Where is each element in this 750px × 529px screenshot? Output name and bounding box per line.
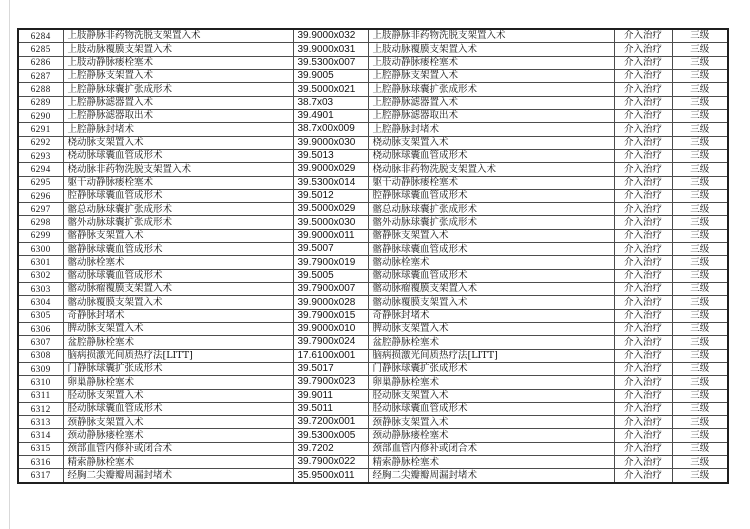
procedure-name: 髂静脉支架置入术 [63, 229, 293, 242]
category: 介入治疗 [614, 309, 672, 322]
procedure-name: 颈部血管内修补或闭合术 [63, 442, 293, 455]
procedure-name-repeat: 上肢动静脉瘘栓塞术 [368, 56, 614, 69]
table-row [18, 309, 728, 322]
table-row [18, 189, 728, 202]
icd-code: 39.7900x007 [293, 283, 368, 296]
procedure-name-repeat: 颈静脉支架置入术 [368, 416, 614, 429]
surgery-level: 三级 [672, 83, 728, 96]
surgery-level: 三级 [672, 43, 728, 56]
surgery-level: 三级 [672, 109, 728, 122]
row-index: 6292 [18, 136, 63, 149]
icd-code: 39.9000x032 [293, 29, 368, 43]
procedure-table [17, 28, 729, 484]
row-index: 6311 [18, 389, 63, 402]
category: 介入治疗 [614, 296, 672, 309]
icd-code: 39.5007 [293, 243, 368, 256]
table-row [18, 269, 728, 282]
category: 介入治疗 [614, 243, 672, 256]
procedure-name: 躯干动静脉瘘栓塞术 [63, 176, 293, 189]
table-row [18, 402, 728, 415]
table-row [18, 336, 728, 349]
table-row [18, 56, 728, 69]
row-index: 6308 [18, 349, 63, 362]
surgery-level: 三级 [672, 70, 728, 83]
icd-code: 39.5000x030 [293, 216, 368, 229]
icd-code: 39.4901 [293, 109, 368, 122]
surgery-level: 三级 [672, 456, 728, 469]
procedure-table-body [18, 29, 728, 483]
category: 介入治疗 [614, 149, 672, 162]
category: 介入治疗 [614, 176, 672, 189]
surgery-level: 三级 [672, 296, 728, 309]
row-index: 6298 [18, 216, 63, 229]
procedure-name: 上腔静脉滤器置入术 [63, 96, 293, 109]
icd-code: 39.7200x001 [293, 416, 368, 429]
procedure-name-repeat: 门静脉球囊扩张成形术 [368, 362, 614, 375]
category: 介入治疗 [614, 442, 672, 455]
surgery-level: 三级 [672, 283, 728, 296]
procedure-name-repeat: 髂静脉支架置入术 [368, 229, 614, 242]
row-index: 6303 [18, 283, 63, 296]
category: 介入治疗 [614, 216, 672, 229]
icd-code: 39.5012 [293, 189, 368, 202]
surgery-level: 三级 [672, 189, 728, 202]
row-index: 6290 [18, 109, 63, 122]
icd-code: 39.5017 [293, 362, 368, 375]
row-index: 6296 [18, 189, 63, 202]
icd-code: 17.6100x001 [293, 349, 368, 362]
icd-code: 39.5013 [293, 149, 368, 162]
icd-code: 38.7x00x009 [293, 123, 368, 136]
procedure-name-repeat: 躯干动静脉瘘栓塞术 [368, 176, 614, 189]
procedure-name-repeat: 桡动脉非药物洗脱支架置入术 [368, 163, 614, 176]
procedure-name: 髂动脉覆膜支架置入术 [63, 296, 293, 309]
surgery-level: 三级 [672, 402, 728, 415]
row-index: 6307 [18, 336, 63, 349]
surgery-level: 三级 [672, 362, 728, 375]
procedure-name-repeat: 腔静脉球囊血管成形术 [368, 189, 614, 202]
category: 介入治疗 [614, 402, 672, 415]
procedure-name: 上腔静脉封堵术 [63, 123, 293, 136]
procedure-name: 经胸二尖瓣瓣周漏封堵术 [63, 469, 293, 483]
row-index: 6288 [18, 83, 63, 96]
table-row [18, 376, 728, 389]
procedure-name: 髂外动脉球囊扩张成形术 [63, 216, 293, 229]
table-row [18, 123, 728, 136]
procedure-name: 髂动脉瘤覆膜支架置入术 [63, 283, 293, 296]
icd-code: 35.9500x011 [293, 469, 368, 483]
category: 介入治疗 [614, 322, 672, 335]
row-index: 6314 [18, 429, 63, 442]
row-index: 6285 [18, 43, 63, 56]
surgery-level: 三级 [672, 349, 728, 362]
category: 介入治疗 [614, 109, 672, 122]
category: 介入治疗 [614, 336, 672, 349]
category: 介入治疗 [614, 362, 672, 375]
procedure-name-repeat: 胫动脉球囊血管成形术 [368, 402, 614, 415]
surgery-level: 三级 [672, 229, 728, 242]
category: 介入治疗 [614, 43, 672, 56]
icd-code: 39.5000x029 [293, 203, 368, 216]
surgery-level: 三级 [672, 376, 728, 389]
table-row [18, 176, 728, 189]
surgery-level: 三级 [672, 29, 728, 43]
procedure-name-repeat: 胫动脉支架置入术 [368, 389, 614, 402]
surgery-level: 三级 [672, 216, 728, 229]
procedure-name: 脑病损激光间质热疗法[LITT] [63, 349, 293, 362]
procedure-name: 精索静脉栓塞术 [63, 456, 293, 469]
row-index: 6293 [18, 149, 63, 162]
category: 介入治疗 [614, 456, 672, 469]
procedure-name: 胫动脉支架置入术 [63, 389, 293, 402]
icd-code: 38.7x03 [293, 96, 368, 109]
row-index: 6284 [18, 29, 63, 43]
surgery-level: 三级 [672, 176, 728, 189]
icd-code: 39.9011 [293, 389, 368, 402]
icd-code: 39.7900x019 [293, 256, 368, 269]
icd-code: 39.5300x014 [293, 176, 368, 189]
icd-code: 39.9000x029 [293, 163, 368, 176]
category: 介入治疗 [614, 429, 672, 442]
table-row [18, 322, 728, 335]
row-index: 6302 [18, 269, 63, 282]
surgery-level: 三级 [672, 123, 728, 136]
row-index: 6312 [18, 402, 63, 415]
row-index: 6317 [18, 469, 63, 483]
procedure-name: 盆腔静脉栓塞术 [63, 336, 293, 349]
category: 介入治疗 [614, 349, 672, 362]
procedure-name-repeat: 上腔静脉封堵术 [368, 123, 614, 136]
category: 介入治疗 [614, 256, 672, 269]
page-edge-line [9, 0, 10, 529]
row-index: 6286 [18, 56, 63, 69]
table-row [18, 416, 728, 429]
procedure-name: 桡动脉非药物洗脱支架置入术 [63, 163, 293, 176]
table-row [18, 43, 728, 56]
category: 介入治疗 [614, 283, 672, 296]
procedure-name-repeat: 上腔静脉球囊扩张成形术 [368, 83, 614, 96]
procedure-name-repeat: 经胸二尖瓣瓣周漏封堵术 [368, 469, 614, 483]
procedure-name: 桡动脉支架置入术 [63, 136, 293, 149]
procedure-name-repeat: 桡动脉球囊血管成形术 [368, 149, 614, 162]
surgery-level: 三级 [672, 256, 728, 269]
icd-code: 39.7202 [293, 442, 368, 455]
procedure-name: 奇静脉封堵术 [63, 309, 293, 322]
procedure-name-repeat: 上肢动脉覆膜支架置入术 [368, 43, 614, 56]
surgery-level: 三级 [672, 429, 728, 442]
surgery-level: 三级 [672, 269, 728, 282]
procedure-name-repeat: 桡动脉支架置入术 [368, 136, 614, 149]
procedure-name-repeat: 髂静脉球囊血管成形术 [368, 243, 614, 256]
category: 介入治疗 [614, 83, 672, 96]
procedure-name-repeat: 上肢静脉非药物洗脱支架置入术 [368, 29, 614, 43]
surgery-level: 三级 [672, 96, 728, 109]
icd-code: 39.9000x011 [293, 229, 368, 242]
procedure-name-repeat: 髂动脉覆膜支架置入术 [368, 296, 614, 309]
category: 介入治疗 [614, 163, 672, 176]
procedure-name: 髂动脉球囊血管成形术 [63, 269, 293, 282]
category: 介入治疗 [614, 123, 672, 136]
procedure-name: 上肢动静脉瘘栓塞术 [63, 56, 293, 69]
row-index: 6304 [18, 296, 63, 309]
procedure-name-repeat: 脑病损激光间质热疗法[LITT] [368, 349, 614, 362]
table-row [18, 109, 728, 122]
procedure-name-repeat: 卵巢静脉栓塞术 [368, 376, 614, 389]
category: 介入治疗 [614, 96, 672, 109]
procedure-name: 卵巢静脉栓塞术 [63, 376, 293, 389]
category: 介入治疗 [614, 189, 672, 202]
row-index: 6295 [18, 176, 63, 189]
category: 介入治疗 [614, 203, 672, 216]
surgery-level: 三级 [672, 203, 728, 216]
table-row [18, 362, 728, 375]
row-index: 6310 [18, 376, 63, 389]
icd-code: 39.5300x005 [293, 429, 368, 442]
row-index: 6294 [18, 163, 63, 176]
row-index: 6316 [18, 456, 63, 469]
table-row [18, 429, 728, 442]
table-row [18, 456, 728, 469]
category: 介入治疗 [614, 136, 672, 149]
procedure-name-repeat: 颈动静脉瘘栓塞术 [368, 429, 614, 442]
row-index: 6313 [18, 416, 63, 429]
category: 介入治疗 [614, 29, 672, 43]
table-row [18, 229, 728, 242]
procedure-name-repeat: 上腔静脉支架置入术 [368, 70, 614, 83]
procedure-name: 桡动脉球囊血管成形术 [63, 149, 293, 162]
category: 介入治疗 [614, 70, 672, 83]
table-row [18, 296, 728, 309]
table-row [18, 256, 728, 269]
icd-code: 39.7900x015 [293, 309, 368, 322]
procedure-name-repeat: 奇静脉封堵术 [368, 309, 614, 322]
procedure-name: 髂总动脉球囊扩张成形术 [63, 203, 293, 216]
surgery-level: 三级 [672, 469, 728, 483]
procedure-name: 上腔静脉滤器取出术 [63, 109, 293, 122]
table-row [18, 389, 728, 402]
category: 介入治疗 [614, 56, 672, 69]
category: 介入治疗 [614, 229, 672, 242]
icd-code: 39.9000x028 [293, 296, 368, 309]
row-index: 6287 [18, 70, 63, 83]
table-row [18, 163, 728, 176]
procedure-name-repeat: 髂外动脉球囊扩张成形术 [368, 216, 614, 229]
category: 介入治疗 [614, 416, 672, 429]
procedure-name-repeat: 髂动脉瘤覆膜支架置入术 [368, 283, 614, 296]
category: 介入治疗 [614, 376, 672, 389]
surgery-level: 三级 [672, 309, 728, 322]
row-index: 6301 [18, 256, 63, 269]
procedure-name: 上肢动脉覆膜支架置入术 [63, 43, 293, 56]
surgery-level: 三级 [672, 243, 728, 256]
procedure-name-repeat: 上腔静脉滤器置入术 [368, 96, 614, 109]
row-index: 6315 [18, 442, 63, 455]
table-row [18, 136, 728, 149]
procedure-name-repeat: 精索静脉栓塞术 [368, 456, 614, 469]
icd-code: 39.9000x031 [293, 43, 368, 56]
table-row [18, 216, 728, 229]
table-row [18, 29, 728, 43]
category: 介入治疗 [614, 389, 672, 402]
surgery-level: 三级 [672, 56, 728, 69]
procedure-name: 上肢静脉非药物洗脱支架置入术 [63, 29, 293, 43]
category: 介入治疗 [614, 469, 672, 483]
icd-code: 39.9000x010 [293, 322, 368, 335]
procedure-name: 颈静脉支架置入术 [63, 416, 293, 429]
icd-code: 39.9005 [293, 70, 368, 83]
surgery-level: 三级 [672, 442, 728, 455]
procedure-name-repeat: 上腔静脉滤器取出术 [368, 109, 614, 122]
procedure-name: 上腔静脉球囊扩张成形术 [63, 83, 293, 96]
table-row [18, 70, 728, 83]
procedure-name-repeat: 髂动脉栓塞术 [368, 256, 614, 269]
procedure-name: 上腔静脉支架置入术 [63, 70, 293, 83]
icd-code: 39.5005 [293, 269, 368, 282]
procedure-name-repeat: 盆腔静脉栓塞术 [368, 336, 614, 349]
surgery-level: 三级 [672, 322, 728, 335]
row-index: 6309 [18, 362, 63, 375]
surgery-level: 三级 [672, 336, 728, 349]
table-row [18, 149, 728, 162]
row-index: 6305 [18, 309, 63, 322]
icd-code: 39.9000x030 [293, 136, 368, 149]
procedure-name-repeat: 髂总动脉球囊扩张成形术 [368, 203, 614, 216]
procedure-name-repeat: 脾动脉支架置入术 [368, 322, 614, 335]
procedure-name: 髂动脉栓塞术 [63, 256, 293, 269]
table-row [18, 243, 728, 256]
procedure-name: 髂静脉球囊血管成形术 [63, 243, 293, 256]
row-index: 6291 [18, 123, 63, 136]
table-row [18, 96, 728, 109]
icd-code: 39.5000x021 [293, 83, 368, 96]
procedure-name: 腔静脉球囊血管成形术 [63, 189, 293, 202]
icd-code: 39.7900x023 [293, 376, 368, 389]
surgery-level: 三级 [672, 149, 728, 162]
procedure-name: 门静脉球囊扩张成形术 [63, 362, 293, 375]
row-index: 6306 [18, 322, 63, 335]
procedure-name-repeat: 颈部血管内修补或闭合术 [368, 442, 614, 455]
surgery-level: 三级 [672, 416, 728, 429]
table-row [18, 442, 728, 455]
icd-code: 39.5011 [293, 402, 368, 415]
table-row [18, 283, 728, 296]
row-index: 6289 [18, 96, 63, 109]
row-index: 6297 [18, 203, 63, 216]
category: 介入治疗 [614, 269, 672, 282]
surgery-level: 三级 [672, 136, 728, 149]
icd-code: 39.7900x024 [293, 336, 368, 349]
table-row [18, 203, 728, 216]
procedure-name: 颈动静脉瘘栓塞术 [63, 429, 293, 442]
procedure-name: 脾动脉支架置入术 [63, 322, 293, 335]
row-index: 6299 [18, 229, 63, 242]
table-row [18, 83, 728, 96]
table-row [18, 349, 728, 362]
procedure-name: 胫动脉球囊血管成形术 [63, 402, 293, 415]
procedure-name-repeat: 髂动脉球囊血管成形术 [368, 269, 614, 282]
icd-code: 39.7900x022 [293, 456, 368, 469]
row-index: 6300 [18, 243, 63, 256]
icd-code: 39.5300x007 [293, 56, 368, 69]
surgery-level: 三级 [672, 389, 728, 402]
surgery-level: 三级 [672, 163, 728, 176]
table-row [18, 469, 728, 483]
